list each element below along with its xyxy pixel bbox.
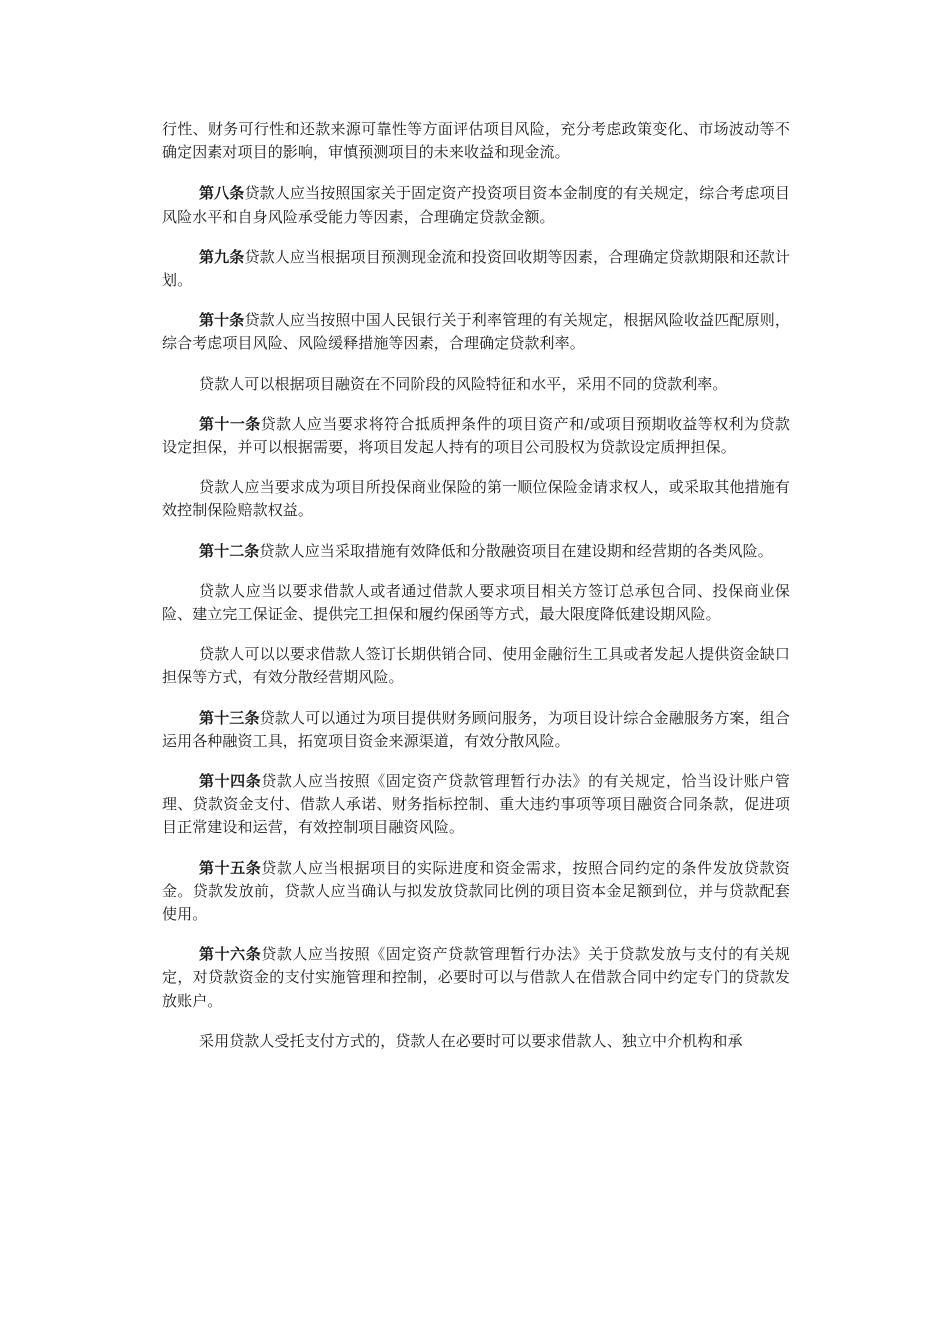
paragraph-text: 行性、财务可行性和还款来源可靠性等方面评估项目风险，充分考虑政策变化、市场波动等不确定因素对项目的影响，审慎预测项目的未来收益和现金流。 [162, 120, 790, 162]
article-number: 第十一条 [199, 414, 261, 433]
paragraph-article-12-sub-1 [162, 580, 790, 626]
article-number: 第九条 [199, 247, 245, 266]
article-number: 第十四条 [199, 772, 262, 791]
article-number: 第十六条 [199, 945, 262, 964]
paragraph-text: 贷款人应当要求成为项目所投保商业保险的第一顺位保险金请求权人，或采取其他措施有效控制保险赔款权益。 [162, 478, 790, 520]
paragraph-text: 采用贷款人受托支付方式的，贷款人在必要时可以要求借款人、独立中介机构和承 [199, 1031, 743, 1050]
paragraph-article-9 [162, 246, 790, 292]
paragraph-article-14 [162, 770, 790, 840]
document-page [162, 118, 790, 1070]
article-number: 第十二条 [199, 541, 260, 560]
paragraph-article-11-sub [162, 476, 790, 522]
article-number: 第八条 [199, 184, 245, 203]
paragraph-text: 贷款人应当要求将符合抵质押条件的项目资产和/或项目预期收益等权利为贷款设定担保，并可以根据需要，将项目发起人持有的项目公司股权为贷款设定质押担保。 [162, 414, 790, 457]
paragraph-article-13 [162, 707, 790, 753]
paragraph-text: 贷款人应当以要求借款人或者通过借款人要求项目相关方签订总承包合同、投保商业保险、建立完工保证金、提供完工担保和履约保函等方式，最大限度降低建设期风险。 [162, 581, 790, 624]
paragraph-text: 贷款人应当按照《固定资产贷款管理暂行办法》关于贷款发放与支付的有关规定，对贷款资金的支付实施管理和控制，必要时可以与借款人在借款合同中约定专门的贷款发放账户。 [162, 945, 790, 1010]
paragraph-article-12 [162, 540, 790, 563]
paragraph-0 [162, 118, 790, 164]
article-number: 第十三条 [199, 708, 260, 727]
paragraph-text: 贷款人应当根据项目预测现金流和投资回收期等因素，合理确定贷款期限和还款计划。 [162, 247, 790, 290]
paragraph-text: 贷款人应当根据项目的实际进度和资金需求，按照合同约定的条件发放贷款资金。贷款发放前，贷款人应当确认与拟发放贷款同比例的项目资本金足额到位，并与贷款配套使用。 [162, 858, 790, 924]
paragraph-article-10 [162, 309, 790, 355]
paragraph-text: 贷款人应当采取措施有效降低和分散融资项目在建设期和经营期的各类风险。 [259, 541, 773, 560]
paragraph-article-11 [162, 413, 790, 459]
paragraph-text: 贷款人可以通过为项目提供财务顾问服务，为项目设计综合金融服务方案，组合运用各种融资工具，拓宽项目资金来源渠道，有效分散风险。 [162, 708, 790, 750]
article-number: 第十五条 [199, 858, 262, 877]
paragraph-article-16 [162, 943, 790, 1013]
paragraph-article-15 [162, 857, 790, 927]
paragraph-text: 贷款人应当按照国家关于固定资产投资项目资本金制度的有关规定，综合考虑项目风险水平和自身风险承受能力等因素，合理确定贷款金额。 [162, 184, 790, 226]
paragraph-text: 贷款人应当按照《固定资产贷款管理暂行办法》的有关规定，恰当设计账户管理、贷款资金支付、借款人承诺、财务指标控制、重大违约事项等项目融资合同条款，促进项目正常建设和运营，有效控制项目融资风险。 [162, 772, 790, 837]
paragraph-text: 贷款人可以以要求借款人签订长期供销合同、使用金融衍生工具或者发起人提供资金缺口担保等方式，有效分散经营期风险。 [162, 645, 790, 687]
paragraph-article-10-sub [162, 373, 790, 396]
paragraph-text: 贷款人应当按照中国人民银行关于利率管理的有关规定，根据风险收益匹配原则，综合考虑项目风险、风险缓释措施等因素，合理确定贷款利率。 [162, 311, 790, 353]
paragraph-article-8 [162, 182, 790, 228]
paragraph-article-16-sub [162, 1030, 790, 1053]
article-number: 第十条 [199, 311, 245, 330]
paragraph-text: 贷款人可以根据项目融资在不同阶段的风险特征和水平，采用不同的贷款利率。 [199, 374, 728, 393]
paragraph-article-12-sub-2 [162, 643, 790, 689]
